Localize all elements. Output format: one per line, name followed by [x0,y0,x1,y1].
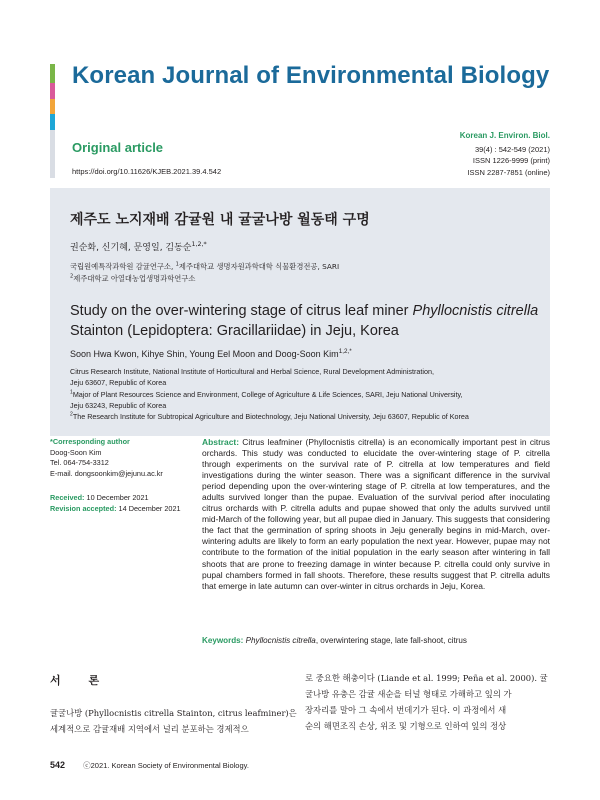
color-bar-green [50,64,55,83]
korean-aff2-sup: 2 [70,273,74,280]
body-left-column [50,705,297,737]
english-affiliations [70,366,545,422]
korean-author-names: 권순화, 신기혜, 문영일, 김동순 [70,243,192,253]
issn-online: ISSN 2287-7851 (online) [467,167,550,177]
keywords-species: Phyllocnistis citrella [245,636,316,645]
body-right-column [305,670,550,734]
journal-title: Korean Journal of Environmental Biology [72,62,550,89]
accepted-value: 14 December 2021 [118,503,181,513]
english-author-names: Soon Hwa Kwon, Kihye Shin, Young Eel Moon and Doog-Soon Kim [70,349,339,359]
english-aff1-sup: 1 [70,389,73,396]
color-bar-orange [50,99,55,114]
english-author-sup: 1,2,* [338,348,352,355]
body-line: 굴나방 유충은 감귤 새순을 터널 형태로 가해하고 잎의 가 [305,689,512,699]
korean-aff1-sup: 1 [175,261,179,268]
color-bar-pink [50,83,55,99]
corresponding-author-name: Doog-Soon Kim [50,447,102,457]
article-type: Original article [72,140,164,155]
corresponding-author-tel: Tel. 064-754-3312 [50,458,109,467]
english-aff1-line: Major of Plant Resources Science and Environment, College of Agriculture & Life Sciences, SARI, Jeju National University, [72,389,463,399]
abstract-text: Citrus leafminer (Phyllocnistis citrella) is an economically important pest in citrus orchards. This study was conducted to elucidate the over-wintering stage of P. citrella through experiments on the survival rate of P. citrella at low temperatures and field investigations during the winter season. There was a significant difference in the survival period depending upon the over-wintering stage of P. citrella at low temperatures, and the adults survived longer than the pupae. Evaluation of the survival period after inoculating citrus orchards with P. citrella adults and pupae showed that only the adults survived until mid-March of the following year, but all pupae died in January. This suggests that considering the fact that the germination of spring shoots in Jeju generally begins in mid-March, over-wintering adults are likely to form an early population the next year. However, pupae may not contribute to the formation of the initial population in the early season after wintering in fall shoots that are prone to freezing damage in winter because P. citrella could only survive in pupal chambers formed in fall shoots. Therefore, these results suggest that P. citrella adults that emerge in late autumn can over-winter in citrus orchards in Jeju, Korea. [202,437,550,591]
english-title-part1: Study on the over-wintering stage of citrus leaf miner [70,303,413,319]
keywords-label: Keywords: [202,636,244,645]
page-footer [50,760,550,771]
accepted-date [50,504,190,515]
copyright: ⓒ2021. Korean Society of Environmental Biology. [83,761,249,770]
english-title-species: Phyllocnistis citrella [412,303,539,319]
abstract [202,437,550,592]
english-aff-line: Citrus Research Institute, National Institute of Horticultural and Herbal Science, Rural Development Administration, [70,367,434,376]
body-line: 귤굴나방 (Phyllocnistis citrella Stainton, citrus leafminer)은 [50,708,297,718]
body-line: 세계적으로 감귤재배 지역에서 널리 분포하는 경제적으 [50,724,249,734]
body-line: 로 중요한 해충이다 (Liande et al. 1999; Peña et al. 2000). 귤 [305,673,548,683]
received-label: Received: [50,493,85,502]
english-aff-line: Jeju 63607, Republic of Korea [70,378,167,388]
section-heading: 서 론 [50,674,112,687]
english-aff1-line: Jeju 63243, Republic of Korea [70,400,167,410]
body-line: 순의 해면조직 손상, 위조 및 기형으로 인하여 잎의 정상 [305,721,507,731]
accepted-label: Revision accepted: [50,503,117,513]
color-bar-gray [50,130,55,178]
english-aff2-line: The Research Institute for Subtropical Agriculture and Biotechnology, Jeju National University, Jeju 63607, Republic of Korea [72,412,469,422]
english-authors [70,349,352,359]
korean-title: 제주도 노지재배 감귤원 내 귤굴나방 월동태 구명 [70,212,370,228]
page-number: 542 [50,760,66,770]
received-value: 10 December 2021 [86,493,149,502]
korean-aff-main: 국립원예특작과학원 감귤연구소, [70,262,176,271]
korean-aff2: 제주대학교 아열대농업생명과학연구소 [73,274,196,283]
journal-volume: 39(4) : 542-549 (2021) [474,144,550,154]
doi-link[interactable]: https://doi.org/10.11626/KJEB.2021.39.4.542 [72,167,222,176]
journal-abbreviation: Korean J. Environ. Biol. [459,131,550,140]
keywords-rest: , overwintering stage, late fall-shoot, citrus [315,636,467,645]
korean-author-sup: 1,2,* [191,241,207,248]
corresponding-author-heading: *Corresponding author [50,437,130,446]
journal-info [460,130,550,178]
issn-print: ISSN 1226-9999 (print) [472,156,550,165]
keywords [202,636,552,645]
correspondence-panel [50,437,190,514]
received-date [50,493,190,504]
english-title-part2: Stainton (Lepidoptera: Gracillariidae) in Jeju, Korea [70,323,399,339]
english-title [70,301,540,341]
color-bar-blue [50,114,55,130]
english-aff2-sup: 2 [70,411,73,418]
korean-aff1: 제주대학교 생명자원과학대학 식물환경전공, SARI [178,262,340,271]
corresponding-author-email[interactable]: E-mail. dongsoonkim@jejunu.ac.kr [50,468,163,478]
body-line: 장자리를 말아 그 속에서 번데기가 된다. 이 과정에서 새 [305,705,507,715]
abstract-label: Abstract: [202,437,240,447]
korean-authors [70,240,207,253]
korean-affiliations [70,261,339,285]
